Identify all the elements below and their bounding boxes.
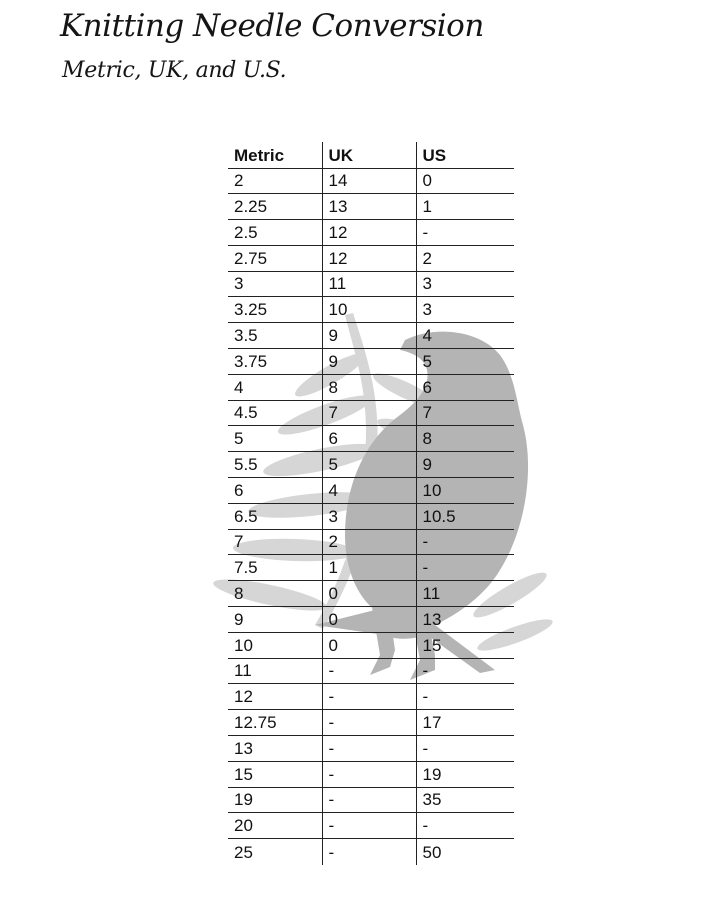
table-row [228,787,514,813]
table-row [228,581,514,607]
page-title: Knitting Needle Conversion [60,8,484,44]
cell-us: 1 [416,194,514,220]
cell-uk: - [322,710,416,736]
cell-metric: 2.5 [228,220,322,246]
cell-uk: 10 [322,297,416,323]
table-row [228,503,514,529]
cell-metric: 15 [228,761,322,787]
cell-metric: 13 [228,736,322,762]
cell-metric: 7 [228,529,322,555]
cell-metric: 6.5 [228,503,322,529]
table-row [228,761,514,787]
cell-us: 17 [416,710,514,736]
table-row [228,220,514,246]
cell-us: - [416,813,514,839]
cell-uk: - [322,787,416,813]
cell-uk: 0 [322,632,416,658]
cell-uk: - [322,761,416,787]
table-row [228,607,514,633]
cell-metric: 11 [228,658,322,684]
page-subtitle: Metric, UK, and U.S. [62,58,287,83]
cell-uk: 9 [322,349,416,375]
cell-us: 5 [416,349,514,375]
cell-us: 3 [416,297,514,323]
cell-us: 4 [416,323,514,349]
cell-uk: 3 [322,503,416,529]
table-row [228,168,514,194]
cell-metric: 2.75 [228,245,322,271]
table-row [228,684,514,710]
cell-uk: 14 [322,168,416,194]
table-row [228,632,514,658]
cell-us: 7 [416,400,514,426]
table-row [228,658,514,684]
cell-uk: 12 [322,245,416,271]
cell-us: 6 [416,374,514,400]
cell-metric: 19 [228,787,322,813]
cell-metric: 3.25 [228,297,322,323]
table-row [228,245,514,271]
table-body [228,168,514,865]
cell-uk: - [322,658,416,684]
cell-uk: 0 [322,581,416,607]
table-row [228,555,514,581]
cell-us: 3 [416,271,514,297]
cell-uk: 2 [322,529,416,555]
cell-uk: - [322,839,416,865]
cell-uk: 4 [322,478,416,504]
table-row [228,297,514,323]
cell-uk: 13 [322,194,416,220]
column-header-us: US [416,142,514,168]
cell-us: 2 [416,245,514,271]
cell-uk: 7 [322,400,416,426]
cell-metric: 8 [228,581,322,607]
cell-us: 19 [416,761,514,787]
cell-uk: 11 [322,271,416,297]
cell-us: - [416,220,514,246]
needle-conversion-table [228,142,514,865]
table-row [228,349,514,375]
column-header-uk: UK [322,142,416,168]
cell-uk: 8 [322,374,416,400]
cell-uk: 6 [322,426,416,452]
table-row [228,400,514,426]
cell-us: 35 [416,787,514,813]
table-row [228,710,514,736]
table-row [228,194,514,220]
table-row [228,271,514,297]
cell-metric: 3.75 [228,349,322,375]
cell-metric: 2.25 [228,194,322,220]
table-row [228,426,514,452]
table-row [228,452,514,478]
table-row [228,813,514,839]
cell-metric: 4.5 [228,400,322,426]
cell-metric: 3 [228,271,322,297]
table-header-row [228,142,514,168]
cell-us: 11 [416,581,514,607]
cell-us: 10.5 [416,503,514,529]
cell-uk: 0 [322,607,416,633]
cell-uk: 9 [322,323,416,349]
cell-metric: 3.5 [228,323,322,349]
cell-uk: 5 [322,452,416,478]
table-row [228,323,514,349]
cell-us: - [416,555,514,581]
cell-metric: 5.5 [228,452,322,478]
cell-us: 15 [416,632,514,658]
cell-us: 10 [416,478,514,504]
table-row [228,478,514,504]
cell-us: 13 [416,607,514,633]
cell-uk: - [322,736,416,762]
cell-metric: 20 [228,813,322,839]
cell-metric: 12.75 [228,710,322,736]
cell-metric: 10 [228,632,322,658]
cell-uk: 1 [322,555,416,581]
cell-metric: 12 [228,684,322,710]
cell-us: - [416,658,514,684]
cell-metric: 25 [234,842,253,862]
cell-metric: 9 [228,607,322,633]
cell-us: - [416,736,514,762]
cell-metric: 2 [228,168,322,194]
cell-us: - [416,684,514,710]
cell-uk: - [322,684,416,710]
cell-uk: - [322,813,416,839]
cell-us: 50 [416,839,514,865]
cell-us: - [416,529,514,555]
cell-uk: 12 [322,220,416,246]
column-header-metric: Metric [228,142,322,168]
cell-us: 8 [416,426,514,452]
table-row [228,839,514,865]
cell-metric: 6 [228,478,322,504]
cell-metric: 5 [228,426,322,452]
cell-metric: 7.5 [228,555,322,581]
table-row [228,374,514,400]
table-row [228,529,514,555]
table-row [228,736,514,762]
cell-us: 0 [416,168,514,194]
cell-metric: 4 [228,374,322,400]
cell-us: 9 [416,452,514,478]
